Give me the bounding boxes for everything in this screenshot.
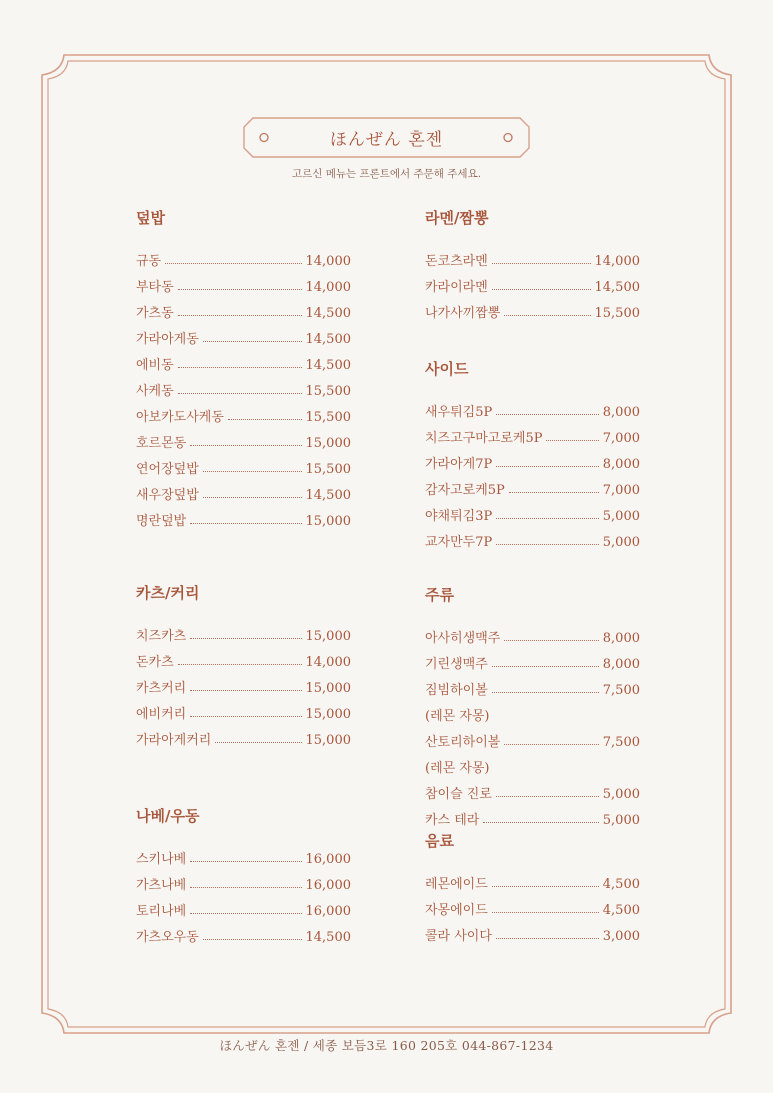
menu-item-name: 가라아게커리 bbox=[136, 733, 212, 748]
menu-item-price: 14,000 bbox=[305, 655, 351, 670]
menu-item-name: 규동 bbox=[136, 254, 162, 269]
section-title: 사이드 bbox=[425, 360, 469, 378]
dot-leader bbox=[546, 440, 598, 441]
menu-item-price: 8,000 bbox=[602, 657, 640, 672]
menu-item bbox=[136, 618, 351, 644]
menu-item bbox=[136, 321, 351, 347]
section-donburi bbox=[136, 207, 351, 529]
menu-item-price: 14,500 bbox=[305, 358, 351, 373]
menu-item-name: 카츠커리 bbox=[136, 681, 187, 696]
dot-leader bbox=[190, 716, 301, 717]
footer-address: ほんぜん 혼젠 / 세종 보듬3로 160 205호 044-867-1234 bbox=[219, 1038, 554, 1053]
menu-item-price: 4,500 bbox=[602, 877, 640, 892]
menu-item-name: 사케동 bbox=[136, 384, 174, 399]
menu-item-price: 15,500 bbox=[594, 306, 640, 321]
menu-item-name: 돈코츠라멘 bbox=[425, 254, 488, 269]
menu-item bbox=[425, 524, 640, 550]
section-title: 주류 bbox=[425, 586, 454, 604]
dot-leader bbox=[496, 414, 599, 415]
menu-item bbox=[425, 672, 640, 698]
menu-item-price: 14,500 bbox=[305, 488, 351, 503]
menu-item bbox=[136, 373, 351, 399]
menu-item-name: 참이슬 진로 bbox=[425, 787, 492, 802]
menu-item-note: (레몬 자몽) bbox=[425, 761, 490, 776]
menu-item-name: 가라아게7P bbox=[425, 457, 493, 472]
menu-item bbox=[425, 620, 640, 646]
plaque-left-circle-icon bbox=[260, 134, 268, 142]
menu-item bbox=[136, 893, 351, 919]
menu-item-name: 나가사끼짬뽕 bbox=[425, 306, 501, 321]
dot-leader bbox=[504, 640, 598, 641]
menu-item-price: 3,000 bbox=[602, 929, 640, 944]
menu-item-name: 새우튀김5P bbox=[425, 405, 493, 420]
dot-leader bbox=[492, 912, 599, 913]
dot-leader bbox=[496, 544, 599, 545]
menu-item bbox=[425, 472, 640, 498]
menu-item bbox=[136, 841, 351, 867]
menu-item bbox=[425, 446, 640, 472]
dot-leader bbox=[165, 263, 301, 264]
menu-item-price: 7,000 bbox=[602, 431, 640, 446]
menu-item-price: 5,000 bbox=[602, 509, 640, 524]
menu-item bbox=[425, 724, 640, 750]
dot-leader bbox=[190, 638, 301, 639]
dot-leader bbox=[492, 289, 591, 290]
order-instruction: 고르신 메뉴는 프론트에서 주문해 주세요. bbox=[291, 168, 482, 180]
dot-leader bbox=[492, 692, 599, 693]
menu-item-price: 7,500 bbox=[602, 735, 640, 750]
dot-leader bbox=[496, 466, 599, 467]
section-title: 카츠/커리 bbox=[136, 584, 200, 602]
menu-item-name: 에비동 bbox=[136, 358, 174, 373]
menu-item bbox=[425, 646, 640, 672]
title-plaque bbox=[243, 117, 530, 158]
dot-leader bbox=[190, 861, 301, 862]
menu-item-price: 15,000 bbox=[305, 733, 351, 748]
menu-item-name: 새우장덮밥 bbox=[136, 488, 199, 503]
dot-leader bbox=[492, 886, 599, 887]
menu-item-price: 8,000 bbox=[602, 631, 640, 646]
menu-item bbox=[425, 776, 640, 802]
dot-leader bbox=[492, 666, 599, 667]
menu-item bbox=[136, 399, 351, 425]
menu-item bbox=[425, 394, 640, 420]
menu-item-price: 15,000 bbox=[305, 629, 351, 644]
menu-item-price: 5,000 bbox=[602, 535, 640, 550]
menu-item bbox=[136, 451, 351, 477]
menu-item bbox=[425, 866, 640, 892]
menu-item-name: 부타동 bbox=[136, 280, 174, 295]
menu-item-price: 5,000 bbox=[602, 787, 640, 802]
menu-item-name: 치즈카츠 bbox=[136, 629, 187, 644]
menu-item bbox=[136, 722, 351, 748]
menu-item-name: 스키나베 bbox=[136, 852, 187, 867]
menu-item-price: 5,000 bbox=[602, 813, 640, 828]
dot-leader bbox=[492, 263, 591, 264]
menu-item bbox=[136, 644, 351, 670]
menu-item-name: 레몬에이드 bbox=[425, 877, 488, 892]
menu-item-price: 14,500 bbox=[594, 280, 640, 295]
menu-item-name: 치즈고구마고로케5P bbox=[425, 431, 543, 446]
menu-item bbox=[425, 420, 640, 446]
menu-item-name: 가츠나베 bbox=[136, 878, 187, 893]
dot-leader bbox=[203, 939, 302, 940]
dot-leader bbox=[496, 938, 599, 939]
menu-item-name: 야채튀김3P bbox=[425, 509, 493, 524]
menu-item-price: 14,500 bbox=[305, 306, 351, 321]
menu-item-name: 산토리하이볼 bbox=[425, 735, 501, 750]
menu-item bbox=[425, 498, 640, 524]
menu-item-price: 15,500 bbox=[305, 410, 351, 425]
section-ramen bbox=[425, 207, 640, 321]
menu-item-price: 16,000 bbox=[305, 878, 351, 893]
section-title: 음료 bbox=[425, 832, 454, 850]
dot-leader bbox=[190, 523, 301, 524]
dot-leader bbox=[190, 913, 301, 914]
menu-item-name: 토리나베 bbox=[136, 904, 187, 919]
menu-item bbox=[136, 477, 351, 503]
section-nabe-udon bbox=[136, 805, 351, 945]
menu-item-price: 14,500 bbox=[305, 930, 351, 945]
menu-item bbox=[136, 696, 351, 722]
menu-item-price: 4,500 bbox=[602, 903, 640, 918]
menu-item bbox=[136, 867, 351, 893]
menu-item-name: 돈카츠 bbox=[136, 655, 174, 670]
menu-item-price: 14,000 bbox=[305, 280, 351, 295]
section-side bbox=[425, 358, 640, 550]
menu-item bbox=[136, 425, 351, 451]
menu-item-name: 가라아게동 bbox=[136, 332, 199, 347]
menu-item-price: 15,000 bbox=[305, 707, 351, 722]
dot-leader bbox=[504, 315, 590, 316]
plaque-right-circle-icon bbox=[504, 134, 512, 142]
menu-item bbox=[425, 918, 640, 944]
menu-item-name: 호르몬동 bbox=[136, 436, 187, 451]
menu-item-name: 에비커리 bbox=[136, 707, 187, 722]
dot-leader bbox=[178, 367, 302, 368]
menu-item-name: 기린생맥주 bbox=[425, 657, 488, 672]
menu-item-price: 14,000 bbox=[594, 254, 640, 269]
menu-item-price: 15,500 bbox=[305, 462, 351, 477]
dot-leader bbox=[190, 690, 301, 691]
menu-item-name: 교자만두7P bbox=[425, 535, 493, 550]
section-title: 덮밥 bbox=[136, 209, 165, 227]
menu-item-name: 카라이라멘 bbox=[425, 280, 488, 295]
dot-leader bbox=[215, 742, 301, 743]
menu-item bbox=[425, 243, 640, 269]
menu-item-name: 짐빔하이볼 bbox=[425, 683, 488, 698]
menu-item-price: 14,000 bbox=[305, 254, 351, 269]
menu-item bbox=[136, 670, 351, 696]
section-katsu-curry bbox=[136, 582, 351, 748]
menu-item bbox=[136, 269, 351, 295]
restaurant-title: ほんぜん 혼젠 bbox=[329, 130, 444, 150]
dot-leader bbox=[483, 822, 598, 823]
menu-item-price: 15,000 bbox=[305, 436, 351, 451]
dot-leader bbox=[178, 315, 302, 316]
menu-item-name: 아보카도사케동 bbox=[136, 410, 224, 425]
menu-item-price: 16,000 bbox=[305, 904, 351, 919]
menu-item-price: 8,000 bbox=[602, 457, 640, 472]
section-title: 라멘/짬뽕 bbox=[425, 209, 489, 227]
menu-item-name: 가츠오우동 bbox=[136, 930, 199, 945]
menu-item-price: 7,000 bbox=[602, 483, 640, 498]
dot-leader bbox=[509, 492, 599, 493]
menu-item-name: 콜라 사이다 bbox=[425, 929, 492, 944]
menu-item-name: 감자고로케5P bbox=[425, 483, 505, 498]
menu-item-name: 카스 테라 bbox=[425, 813, 480, 828]
menu-item-note: (레몬 자몽) bbox=[425, 709, 490, 724]
dot-leader bbox=[504, 744, 598, 745]
menu-item-name: 아사히생맥주 bbox=[425, 631, 501, 646]
dot-leader bbox=[178, 664, 302, 665]
dot-leader bbox=[190, 445, 301, 446]
menu-item bbox=[425, 295, 640, 321]
menu-item bbox=[136, 919, 351, 945]
menu-item-price: 7,500 bbox=[602, 683, 640, 698]
dot-leader bbox=[496, 518, 599, 519]
menu-item-name: 명란덮밥 bbox=[136, 514, 187, 529]
menu-item-price: 14,500 bbox=[305, 332, 351, 347]
section-alcohol bbox=[425, 584, 640, 828]
dot-leader bbox=[496, 796, 599, 797]
menu-item-name: 가츠동 bbox=[136, 306, 174, 321]
dot-leader bbox=[203, 497, 302, 498]
menu-item bbox=[136, 347, 351, 373]
menu-item-price: 16,000 bbox=[305, 852, 351, 867]
section-title: 나베/우동 bbox=[136, 807, 200, 825]
menu-item-price: 15,500 bbox=[305, 384, 351, 399]
menu-item bbox=[136, 503, 351, 529]
menu-item-price: 8,000 bbox=[602, 405, 640, 420]
menu-item-name: 연어장덮밥 bbox=[136, 462, 199, 477]
dot-leader bbox=[203, 471, 302, 472]
menu-item bbox=[425, 802, 640, 828]
menu-item bbox=[425, 892, 640, 918]
dot-leader bbox=[178, 289, 302, 290]
dot-leader bbox=[203, 341, 302, 342]
section-beverages bbox=[425, 830, 640, 944]
menu-item bbox=[136, 295, 351, 321]
menu-item bbox=[425, 269, 640, 295]
dot-leader bbox=[178, 393, 302, 394]
dot-leader bbox=[190, 887, 301, 888]
menu-item bbox=[136, 243, 351, 269]
menu-item-price: 15,000 bbox=[305, 681, 351, 696]
dot-leader bbox=[228, 419, 302, 420]
menu-item-name: 자몽에이드 bbox=[425, 903, 488, 918]
menu-item-price: 15,000 bbox=[305, 514, 351, 529]
